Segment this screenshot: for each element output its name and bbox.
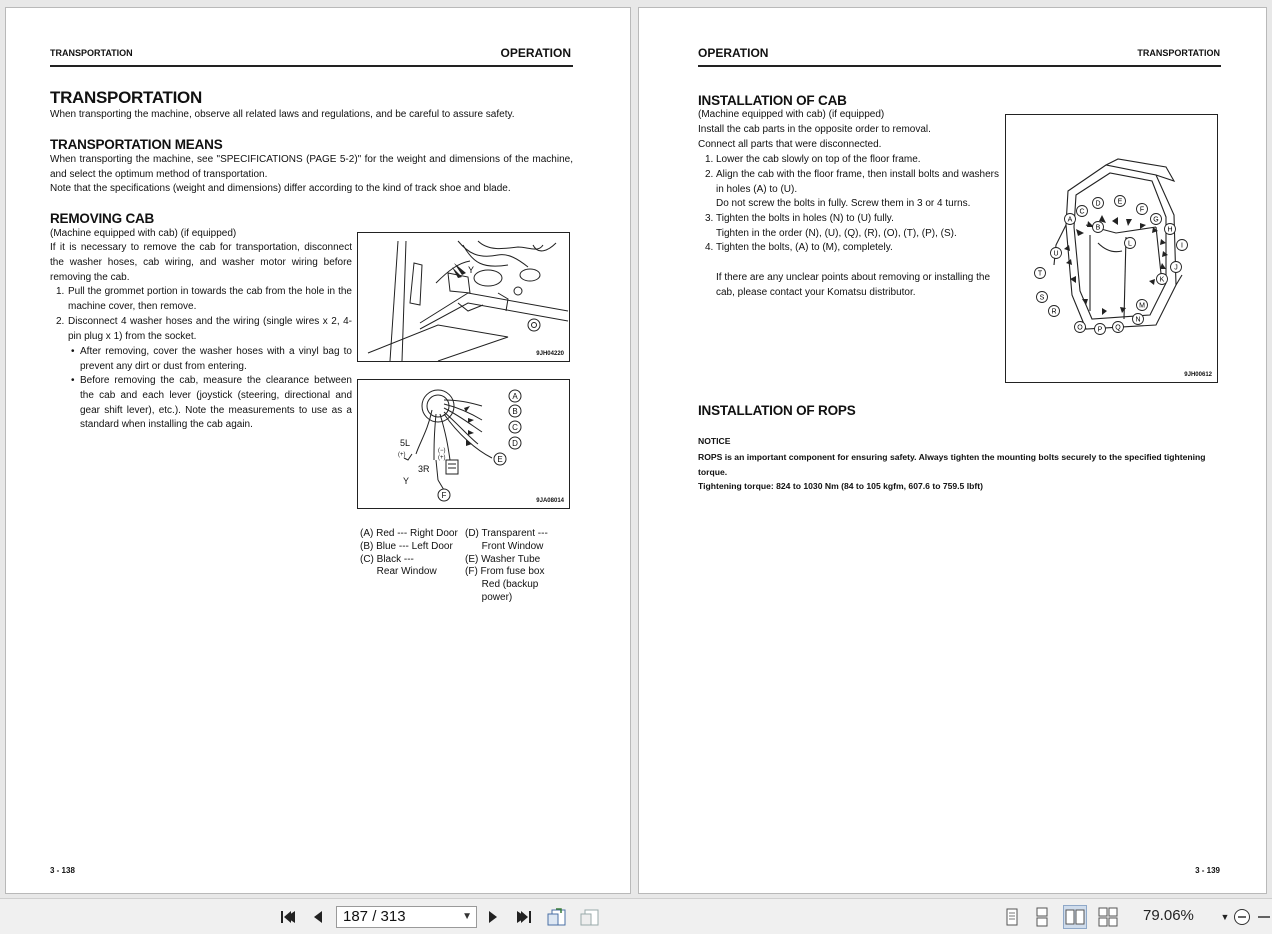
label-3r: 3R <box>418 464 430 474</box>
next-page-icon <box>485 909 501 925</box>
callout-h <box>1165 224 1176 235</box>
callout-j <box>1171 262 1182 273</box>
label-y: Y <box>403 476 410 486</box>
page-left <box>5 7 631 894</box>
header-left: OPERATION <box>698 46 769 60</box>
step-number: 2. <box>705 169 714 180</box>
label-d: D <box>512 439 518 448</box>
means-paragraph-1: When transporting the machine, see "SPECIFICATIONS (PAGE 5-2)" for the weight and dimensions of the machine, and select the optimum method of transportation. <box>50 154 573 180</box>
step-text: Align the cab with the floor frame, then install bolts and washers in holes (A) to (U). <box>716 169 999 195</box>
last-page-icon <box>515 909 533 925</box>
svg-text:A: A <box>1067 216 1073 224</box>
step-number: 1. <box>705 154 714 165</box>
figure-connectors <box>357 379 570 509</box>
label-plus-2: (+) <box>438 455 446 461</box>
page-right <box>638 7 1267 894</box>
label-plus: (+) <box>398 452 406 458</box>
svg-text:I: I <box>1181 242 1183 250</box>
cab-bolt-diagram <box>1006 115 1217 382</box>
rops-heading: INSTALLATION OF ROPS <box>698 403 856 418</box>
svg-text:K: K <box>1159 276 1165 284</box>
intro-text: When transporting the machine, observe all related laws and regulations, and be careful to assure safety. <box>50 109 515 120</box>
connector-drawing <box>358 380 569 508</box>
install-heading: INSTALLATION OF CAB <box>698 93 847 108</box>
bullet-text: After removing, cover the washer hoses with a vinyl bag to prevent any dirt or dust from entering. <box>80 346 352 372</box>
figure-code: 9JA08014 <box>536 498 564 504</box>
bullet: • <box>71 346 75 357</box>
page-title: TRANSPORTATION <box>50 88 202 107</box>
callout-p <box>1095 324 1106 335</box>
callout-u <box>1051 248 1062 259</box>
figure-code: 9JH04220 <box>536 351 564 357</box>
svg-text:G: G <box>1153 216 1159 224</box>
callout-q <box>1113 322 1124 333</box>
label-f: F <box>441 491 447 500</box>
svg-text:P: P <box>1097 326 1103 334</box>
legend-item: (E) Washer Tube <box>465 553 541 565</box>
svg-text:U: U <box>1053 250 1059 258</box>
step-note: Do not screw the bolts in fully. Screw them in 3 or 4 turns. <box>716 198 971 209</box>
first-page-button[interactable] <box>276 905 300 929</box>
label-5l: 5L <box>400 438 411 448</box>
zoom-in-icon <box>1256 908 1272 926</box>
callout-t <box>1035 268 1046 279</box>
page-dropdown-icon[interactable]: ▼ <box>462 911 472 922</box>
svg-text:E: E <box>1117 198 1123 206</box>
callout-e <box>1115 196 1126 207</box>
next-page-button[interactable] <box>481 905 505 929</box>
step-number: 2. <box>56 316 65 327</box>
label-minus: (−) <box>438 448 446 454</box>
legend-left <box>360 528 458 579</box>
step-note: Tighten in the order (N), (U), (Q), (R), (O), (T), (P), (S). <box>716 228 957 239</box>
step-text: Pull the grommet portion in towards the cab from the hole in the machine cover, then remove. <box>68 286 352 312</box>
callout-f <box>1137 204 1148 215</box>
page-number: 3 - 138 <box>50 866 75 875</box>
svg-text:O: O <box>1077 324 1083 332</box>
callout-r <box>1049 306 1060 317</box>
header-right: OPERATION <box>500 46 571 60</box>
svg-text:R: R <box>1051 308 1057 316</box>
svg-text:L: L <box>1128 240 1132 248</box>
first-page-icon <box>279 909 297 925</box>
header-rule <box>50 65 573 67</box>
callout-g <box>1151 214 1162 225</box>
step-text: Tighten the bolts in holes (N) to (U) fully. <box>716 213 894 224</box>
label-y: Y <box>468 265 475 275</box>
bullet-text: Before removing the cab, measure the clearance between the cab and each lever (joystick (steering, directional and gear shift lever), etc.). Note the measurements to use as a standard when installing the cab again. <box>80 375 352 431</box>
continuous-facing-view-button[interactable] <box>1096 905 1120 929</box>
step-number: 3. <box>705 213 714 224</box>
single-page-icon <box>1004 907 1020 927</box>
contact-text: If there are any unclear points about removing or installing the cab, please contact your Komatsu distributor. <box>716 272 991 298</box>
continuous-icon <box>1034 907 1050 927</box>
legend-right <box>465 528 548 605</box>
svg-text:F: F <box>1139 206 1145 214</box>
figure-cab-bolts <box>1005 114 1218 383</box>
header-right: TRANSPORTATION <box>1137 48 1220 58</box>
page-number: 3 - 139 <box>1195 866 1220 875</box>
legend-item: (F) From fuse box <box>465 566 545 578</box>
callout-d <box>1093 198 1104 209</box>
label-b: B <box>512 407 518 416</box>
viewer-toolbar <box>0 898 1272 934</box>
legend-item: (D) Transparent --- <box>465 528 548 539</box>
svg-text:C: C <box>1079 208 1085 216</box>
zoom-level[interactable]: 79.06% <box>1143 907 1194 924</box>
svg-text:B: B <box>1095 224 1101 232</box>
page-number-value: 187 / 313 <box>343 908 406 925</box>
svg-text:T: T <box>1037 270 1043 278</box>
install-paragraph-1: Install the cab parts in the opposite order to removal. <box>698 124 931 135</box>
legend-item: power) <box>465 591 513 603</box>
callout-m <box>1137 300 1148 311</box>
callout-o <box>1075 322 1086 333</box>
callout-b <box>1093 222 1104 233</box>
svg-text:N: N <box>1135 316 1141 324</box>
page-number-field[interactable] <box>336 906 477 928</box>
bullet: • <box>71 375 75 386</box>
single-page-view-button[interactable] <box>1000 905 1024 929</box>
callout-n <box>1133 314 1144 325</box>
cab-wiring-drawing <box>358 233 569 361</box>
install-paragraph-2: Connect all parts that were disconnected. <box>698 139 882 150</box>
label-a: A <box>512 392 518 401</box>
callout-a <box>1065 214 1076 225</box>
continuous-view-button[interactable] <box>1030 905 1054 929</box>
removing-paragraph: If it is necessary to remove the cab for transportation, disconnect the washer hoses, cab wiring, and washer motor wiring before removing the cab. <box>50 242 352 283</box>
continuous-facing-icon <box>1098 907 1118 927</box>
label-c: C <box>512 423 518 432</box>
svg-text:Q: Q <box>1115 324 1121 332</box>
step-text: Lower the cab slowly on top of the floor frame. <box>716 154 921 165</box>
zoom-out-icon <box>1233 908 1251 926</box>
step-number: 1. <box>56 286 65 297</box>
label-e: E <box>497 455 503 464</box>
step-text: Disconnect 4 washer hoses and the wiring (single wires x 2, 4-pin plug x 1) from the socket. <box>68 316 352 342</box>
callout-c <box>1077 206 1088 217</box>
means-heading: TRANSPORTATION MEANS <box>50 137 223 152</box>
svg-text:S: S <box>1039 294 1045 302</box>
step-text: Tighten the bolts, (A) to (M), completely. <box>716 242 893 253</box>
svg-text:H: H <box>1167 226 1173 234</box>
legend-item: Rear Window <box>360 566 437 578</box>
zoom-in-button[interactable] <box>1256 905 1272 929</box>
facing-view-button[interactable] <box>1063 905 1087 929</box>
insert-page-icon <box>579 907 601 927</box>
figure-cab-wiring <box>357 232 570 362</box>
callout-s <box>1037 292 1048 303</box>
notice-body: ROPS is an important component for ensuring safety. Always tighten the mounting bolts securely to the specified tightening torque. <box>698 452 1206 477</box>
prev-page-button[interactable] <box>306 905 330 929</box>
install-subtitle: (Machine equipped with cab) (if equipped) <box>698 109 885 120</box>
header-rule <box>698 65 1221 67</box>
step-number: 4. <box>705 242 714 253</box>
removing-subtitle: (Machine equipped with cab) (if equipped) <box>50 228 237 239</box>
zoom-dropdown-icon: ▼ <box>1220 912 1230 922</box>
notice-title: NOTICE <box>698 436 731 446</box>
extract-page-button[interactable] <box>545 905 569 929</box>
last-page-button[interactable] <box>512 905 536 929</box>
svg-text:J: J <box>1174 264 1178 272</box>
prev-page-icon <box>310 909 326 925</box>
removing-heading: REMOVING CAB <box>50 211 155 226</box>
callout-i <box>1177 240 1188 251</box>
callout-k <box>1157 274 1168 285</box>
svg-text:D: D <box>1095 200 1101 208</box>
torque-spec: Tightening torque: 824 to 1030 Nm (84 to 105 kgfm, 607.6 to 759.5 lbft) <box>698 481 983 491</box>
legend-item: (C) Black --- <box>360 553 414 565</box>
header-left: TRANSPORTATION <box>50 48 133 58</box>
means-paragraph-2: Note that the specifications (weight and dimensions) differ according to the kind of track shoe and blade. <box>50 183 511 194</box>
facing-icon <box>1065 908 1085 926</box>
legend-item: Front Window <box>465 540 544 552</box>
legend-item: (A) Red --- Right Door <box>360 528 458 539</box>
insert-page-button[interactable] <box>578 905 602 929</box>
extract-page-icon <box>546 907 568 927</box>
legend-item: (B) Blue --- Left Door <box>360 540 453 552</box>
zoom-out-button[interactable] <box>1230 905 1254 929</box>
svg-text:M: M <box>1139 302 1145 310</box>
figure-code: 9JH00612 <box>1184 372 1212 378</box>
legend-item: Red (backup <box>465 579 539 591</box>
callout-l <box>1125 238 1136 249</box>
